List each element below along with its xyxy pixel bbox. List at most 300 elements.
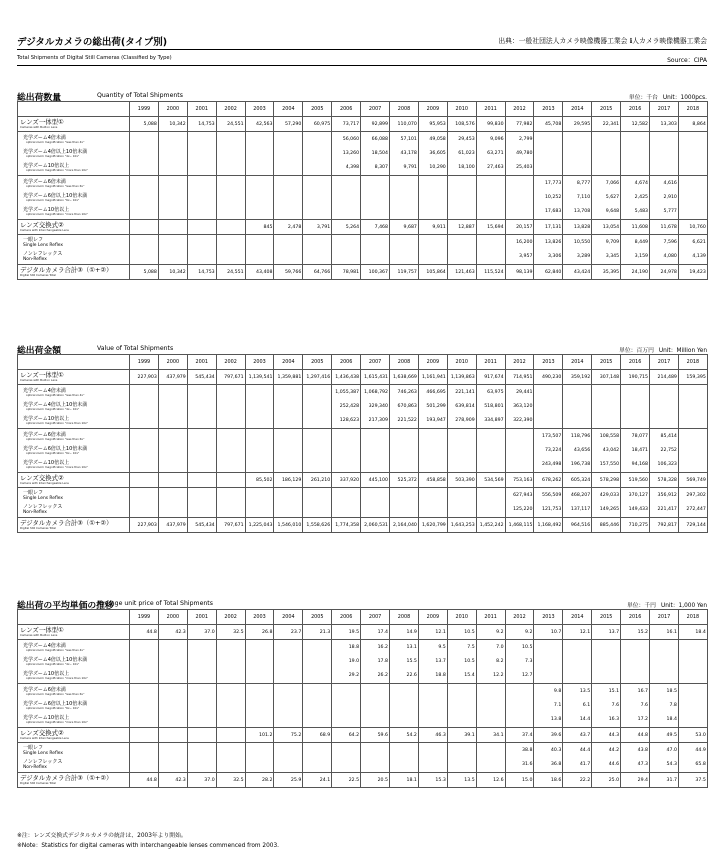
value-cell bbox=[274, 699, 303, 713]
value-cell bbox=[418, 176, 447, 191]
value-cell bbox=[158, 220, 187, 235]
year-header: 2013 bbox=[534, 610, 563, 625]
value-cell bbox=[534, 132, 563, 147]
value-cell: 9.5 bbox=[418, 640, 447, 655]
year-header: 2017 bbox=[650, 102, 679, 117]
row-label bbox=[18, 655, 130, 669]
value-cell: 19.0 bbox=[332, 655, 361, 669]
table-row bbox=[18, 191, 708, 205]
value-cell bbox=[187, 699, 216, 713]
value-cell bbox=[216, 385, 245, 400]
value-cell bbox=[130, 444, 159, 458]
year-header: 2014 bbox=[563, 102, 592, 117]
value-cell: 118,796 bbox=[563, 429, 592, 444]
value-cell: 63,975 bbox=[476, 385, 505, 400]
table-row bbox=[18, 414, 708, 429]
value-cell bbox=[303, 684, 332, 699]
value-cell: 105,864 bbox=[418, 265, 447, 280]
value-cell: 25.9 bbox=[274, 773, 303, 788]
value-cell bbox=[678, 640, 707, 655]
value-cell bbox=[476, 503, 505, 518]
table-row bbox=[18, 458, 708, 473]
value-cell: 18,100 bbox=[447, 161, 476, 176]
value-cell: 18.1 bbox=[390, 773, 419, 788]
row-label bbox=[18, 458, 130, 473]
row-label bbox=[18, 444, 130, 458]
value-cell: 1,638,669 bbox=[390, 370, 419, 385]
value-cell: 13.5 bbox=[447, 773, 476, 788]
value-cell: 7.0 bbox=[476, 640, 505, 655]
value-cell: 15.3 bbox=[418, 773, 447, 788]
value-cell: 190,715 bbox=[621, 370, 650, 385]
value-cell: 797,671 bbox=[216, 518, 245, 533]
value-cell bbox=[187, 458, 216, 473]
row-label bbox=[18, 699, 130, 713]
value-cell bbox=[390, 429, 419, 444]
value-cell bbox=[678, 414, 707, 429]
row-label-en: optical zoom magnification "6x~ 10x" bbox=[26, 197, 80, 202]
value-cell: 23.7 bbox=[274, 625, 303, 640]
value-cell bbox=[361, 429, 390, 444]
value-cell: 61,023 bbox=[447, 147, 476, 161]
value-cell: 13,828 bbox=[563, 220, 592, 235]
value-cell bbox=[534, 640, 563, 655]
value-cell: 18,471 bbox=[621, 444, 650, 458]
value-cell: 60,975 bbox=[303, 117, 332, 132]
value-cell: 41.7 bbox=[563, 758, 592, 773]
corner-cell bbox=[18, 355, 130, 370]
value-cell: 227,903 bbox=[130, 518, 159, 533]
value-cell: 37.0 bbox=[187, 625, 216, 640]
table-header-row bbox=[18, 102, 708, 117]
row-label-en: Cameras with Built-in Lens bbox=[20, 124, 58, 129]
row-label-jp: 光学ズーム6倍以上10倍未満 bbox=[23, 192, 88, 199]
value-cell: 678,262 bbox=[534, 473, 563, 488]
value-cell: 359,192 bbox=[563, 370, 592, 385]
value-cell: 110,070 bbox=[390, 117, 419, 132]
year-header: 1999 bbox=[130, 102, 159, 117]
value-cell bbox=[187, 429, 216, 444]
value-cell bbox=[187, 414, 216, 429]
value-cell: 13.7 bbox=[592, 625, 621, 640]
row-label bbox=[18, 488, 130, 503]
value-cell bbox=[303, 132, 332, 147]
row-label-jp: 光学ズーム4倍以上10倍未満 bbox=[23, 656, 88, 663]
value-cell: 193,947 bbox=[418, 414, 447, 429]
value-cell: 24,190 bbox=[621, 265, 650, 280]
value-cell bbox=[274, 250, 303, 265]
row-label bbox=[18, 758, 130, 773]
value-cell bbox=[245, 713, 274, 728]
value-cell bbox=[303, 414, 332, 429]
value-cell: 13,260 bbox=[332, 147, 361, 161]
value-cell: 78,077 bbox=[621, 429, 650, 444]
value-cell: 29.4 bbox=[621, 773, 650, 788]
row-label-en: optical zoom magnification "more than 10x" bbox=[26, 720, 88, 725]
value-cell: 278,909 bbox=[447, 414, 476, 429]
value-cell bbox=[476, 429, 505, 444]
value-cell: 1,297,416 bbox=[303, 370, 332, 385]
value-cell: 466,695 bbox=[418, 385, 447, 400]
value-cell: 12.2 bbox=[476, 669, 505, 684]
value-cell: 329,340 bbox=[361, 400, 390, 414]
value-cell bbox=[245, 669, 274, 684]
value-cell bbox=[187, 147, 216, 161]
value-cell bbox=[332, 458, 361, 473]
value-cell bbox=[332, 758, 361, 773]
value-cell bbox=[563, 132, 592, 147]
value-cell bbox=[418, 758, 447, 773]
value-cell bbox=[418, 250, 447, 265]
value-cell bbox=[245, 161, 274, 176]
value-cell bbox=[274, 132, 303, 147]
value-cell: 32.5 bbox=[216, 625, 245, 640]
year-header: 2011 bbox=[476, 355, 505, 370]
value-cell bbox=[534, 147, 563, 161]
year-header: 2004 bbox=[274, 102, 303, 117]
value-cell bbox=[187, 191, 216, 205]
value-cell: 503,390 bbox=[447, 473, 476, 488]
value-cell bbox=[130, 147, 159, 161]
row-label-jp: デジタルカメラ合計③（①+②） bbox=[20, 773, 113, 782]
year-header: 2006 bbox=[332, 355, 361, 370]
value-cell bbox=[245, 414, 274, 429]
row-label bbox=[18, 265, 130, 280]
table-row bbox=[18, 265, 708, 280]
value-cell: 39.1 bbox=[447, 728, 476, 743]
row-label-en: optical zoom magnification "less than 6x" bbox=[26, 183, 85, 188]
value-cell: 370,127 bbox=[621, 488, 650, 503]
value-cell: 7,066 bbox=[592, 176, 621, 191]
value-cell bbox=[678, 713, 707, 728]
row-label-en: Camera with Interchangeable Lens bbox=[20, 480, 69, 485]
value-cell: 7.8 bbox=[650, 699, 679, 713]
value-cell bbox=[303, 758, 332, 773]
value-cell bbox=[361, 503, 390, 518]
value-cell: 75.2 bbox=[274, 728, 303, 743]
value-cell: 65.8 bbox=[678, 758, 707, 773]
row-label-en: Non-Reflex bbox=[23, 765, 47, 771]
value-cell: 25,403 bbox=[505, 161, 534, 176]
unit-en: Unit：1000pcs. bbox=[662, 95, 707, 101]
value-cell: 3,957 bbox=[505, 250, 534, 265]
value-cell: 137,117 bbox=[563, 503, 592, 518]
value-cell bbox=[303, 147, 332, 161]
row-label bbox=[18, 518, 130, 533]
value-cell: 5,264 bbox=[332, 220, 361, 235]
year-header: 2009 bbox=[418, 102, 447, 117]
value-cell: 243,498 bbox=[534, 458, 563, 473]
year-header: 2005 bbox=[303, 102, 332, 117]
value-cell bbox=[332, 429, 361, 444]
value-cell bbox=[274, 684, 303, 699]
table-row bbox=[18, 655, 708, 669]
value-cell: 9,648 bbox=[592, 205, 621, 220]
value-cell: 63,271 bbox=[476, 147, 505, 161]
row-label-jp: 一眼レフ bbox=[23, 489, 44, 496]
year-header: 2013 bbox=[534, 102, 563, 117]
table-row bbox=[18, 444, 708, 458]
row-label bbox=[18, 640, 130, 655]
value-cell bbox=[130, 473, 159, 488]
value-cell bbox=[678, 132, 707, 147]
value-cell bbox=[678, 385, 707, 400]
value-cell: 7.1 bbox=[534, 699, 563, 713]
row-label bbox=[18, 191, 130, 205]
year-header: 2005 bbox=[303, 355, 332, 370]
value-cell: 12,887 bbox=[447, 220, 476, 235]
value-cell bbox=[505, 458, 534, 473]
value-cell: 149,433 bbox=[621, 503, 650, 518]
value-cell bbox=[245, 458, 274, 473]
value-cell bbox=[303, 250, 332, 265]
value-cell: 12.7 bbox=[505, 669, 534, 684]
row-label-jp: 光学ズーム10倍以上 bbox=[23, 163, 70, 170]
value-cell bbox=[216, 669, 245, 684]
value-cell: 10.7 bbox=[534, 625, 563, 640]
value-cell bbox=[418, 444, 447, 458]
value-cell: 13.8 bbox=[534, 713, 563, 728]
row-label-en: optical zoom magnification "4x~ 10x" bbox=[26, 661, 80, 666]
value-cell: 121,463 bbox=[447, 265, 476, 280]
value-cell: 8,449 bbox=[621, 235, 650, 250]
value-cell: 1,055,387 bbox=[332, 385, 361, 400]
value-cell: 10.5 bbox=[505, 640, 534, 655]
value-cell bbox=[274, 655, 303, 669]
value-cell: 1,359,881 bbox=[274, 370, 303, 385]
table-row bbox=[18, 147, 708, 161]
year-header: 2009 bbox=[418, 355, 447, 370]
row-label bbox=[18, 773, 130, 788]
value-cell: 43,424 bbox=[563, 265, 592, 280]
unit-jp: 単位：千円 bbox=[626, 603, 656, 609]
value-cell bbox=[390, 713, 419, 728]
value-cell: 5,777 bbox=[650, 205, 679, 220]
value-cell bbox=[216, 503, 245, 518]
year-header: 2013 bbox=[534, 355, 563, 370]
value-cell: 17.2 bbox=[621, 713, 650, 728]
table-row bbox=[18, 625, 708, 640]
value-cell bbox=[245, 176, 274, 191]
value-cell bbox=[563, 640, 592, 655]
table-row bbox=[18, 161, 708, 176]
table-row bbox=[18, 176, 708, 191]
row-label-jp: 光学ズーム4倍未満 bbox=[23, 134, 66, 141]
value-cell: 13,303 bbox=[650, 117, 679, 132]
value-cell bbox=[418, 429, 447, 444]
value-cell bbox=[216, 655, 245, 669]
year-header: 2009 bbox=[418, 610, 447, 625]
value-cell: 44.8 bbox=[621, 728, 650, 743]
value-cell: 322,390 bbox=[505, 414, 534, 429]
value-cell bbox=[332, 191, 361, 205]
value-cell bbox=[447, 488, 476, 503]
value-cell: 16.2 bbox=[361, 640, 390, 655]
value-cell: 710,275 bbox=[621, 518, 650, 533]
row-label-en: optical zoom magnification "more than 10x" bbox=[26, 465, 88, 470]
value-cell bbox=[130, 191, 159, 205]
value-cell bbox=[303, 176, 332, 191]
value-cell: 27,463 bbox=[476, 161, 505, 176]
value-cell bbox=[332, 444, 361, 458]
value-cell bbox=[447, 429, 476, 444]
value-cell: 534,569 bbox=[476, 473, 505, 488]
value-cell bbox=[650, 640, 679, 655]
value-cell: 108,558 bbox=[592, 429, 621, 444]
value-cell bbox=[130, 132, 159, 147]
value-cell: 66,088 bbox=[361, 132, 390, 147]
data-table bbox=[17, 609, 708, 788]
row-label-jp: レンズ交換式② bbox=[20, 473, 64, 482]
row-label bbox=[18, 250, 130, 265]
value-cell: 9,791 bbox=[390, 161, 419, 176]
value-cell bbox=[592, 655, 621, 669]
value-cell bbox=[447, 503, 476, 518]
row-label-en: optical zoom magnification "more than 10x" bbox=[26, 676, 88, 681]
row-label-jp: 光学ズーム10倍以上 bbox=[23, 207, 70, 214]
value-cell bbox=[245, 235, 274, 250]
value-cell: 5,483 bbox=[621, 205, 650, 220]
year-header: 2006 bbox=[332, 102, 361, 117]
value-cell: 578,298 bbox=[592, 473, 621, 488]
value-cell bbox=[130, 400, 159, 414]
value-cell bbox=[130, 743, 159, 758]
row-label-en: Single Lens Reflex bbox=[23, 750, 63, 756]
value-cell: 753,163 bbox=[505, 473, 534, 488]
value-cell bbox=[158, 713, 187, 728]
value-cell bbox=[187, 503, 216, 518]
document-title: デジタルカメラの総出荷(タイプ別) bbox=[17, 37, 168, 48]
value-cell: 19.5 bbox=[332, 625, 361, 640]
value-cell bbox=[505, 176, 534, 191]
value-cell: 1,436,438 bbox=[332, 370, 361, 385]
value-cell bbox=[361, 684, 390, 699]
row-label bbox=[18, 429, 130, 444]
value-cell bbox=[274, 161, 303, 176]
value-cell: 22.6 bbox=[390, 669, 419, 684]
value-cell: 14.9 bbox=[390, 625, 419, 640]
value-cell bbox=[361, 713, 390, 728]
value-cell: 31.6 bbox=[505, 758, 534, 773]
value-cell bbox=[418, 191, 447, 205]
value-cell: 15.2 bbox=[621, 625, 650, 640]
table-row bbox=[18, 699, 708, 713]
value-cell bbox=[418, 743, 447, 758]
table-row bbox=[18, 758, 708, 773]
value-cell bbox=[447, 191, 476, 205]
value-cell: 94,168 bbox=[621, 458, 650, 473]
value-cell bbox=[361, 205, 390, 220]
value-cell: 746,263 bbox=[390, 385, 419, 400]
year-header: 1999 bbox=[130, 610, 159, 625]
value-cell bbox=[447, 176, 476, 191]
value-cell: 14,753 bbox=[187, 117, 216, 132]
value-cell: 7.3 bbox=[505, 655, 534, 669]
year-header: 2017 bbox=[650, 355, 679, 370]
value-cell bbox=[361, 444, 390, 458]
value-cell: 8,864 bbox=[678, 117, 707, 132]
table-row bbox=[18, 473, 708, 488]
value-cell: 7.6 bbox=[621, 699, 650, 713]
row-label-jp: 光学ズーム4倍未満 bbox=[23, 642, 66, 649]
value-cell bbox=[216, 458, 245, 473]
value-cell bbox=[187, 728, 216, 743]
value-cell bbox=[158, 400, 187, 414]
value-cell bbox=[303, 429, 332, 444]
value-cell: 6.1 bbox=[563, 699, 592, 713]
value-cell: 8,777 bbox=[563, 176, 592, 191]
table-row bbox=[18, 400, 708, 414]
value-cell: 37.4 bbox=[505, 728, 534, 743]
value-cell: 714,951 bbox=[505, 370, 534, 385]
value-cell bbox=[216, 161, 245, 176]
value-cell bbox=[216, 414, 245, 429]
row-label-en: Camera with Interchangeable Lens bbox=[20, 735, 69, 740]
year-header: 2011 bbox=[476, 102, 505, 117]
row-label-en: Cameras with Built-in Lens bbox=[20, 632, 58, 637]
value-cell bbox=[332, 176, 361, 191]
value-cell: 18.8 bbox=[418, 669, 447, 684]
value-cell bbox=[216, 429, 245, 444]
value-cell bbox=[158, 503, 187, 518]
value-cell: 29.2 bbox=[332, 669, 361, 684]
value-cell bbox=[216, 132, 245, 147]
value-cell: 29,441 bbox=[505, 385, 534, 400]
value-cell bbox=[187, 235, 216, 250]
value-cell bbox=[505, 205, 534, 220]
value-cell: 1,139,863 bbox=[447, 370, 476, 385]
value-cell: 1,546,010 bbox=[274, 518, 303, 533]
value-cell bbox=[447, 758, 476, 773]
value-cell: 7,110 bbox=[563, 191, 592, 205]
row-label-jp: ノンレフレックス bbox=[23, 759, 63, 766]
value-cell: 44.2 bbox=[592, 743, 621, 758]
value-cell: 525,372 bbox=[390, 473, 419, 488]
value-cell bbox=[274, 669, 303, 684]
document-subtitle: Total Shipments of Digital Still Cameras (Classified by Type) bbox=[17, 55, 172, 61]
value-cell bbox=[245, 640, 274, 655]
value-cell bbox=[447, 458, 476, 473]
value-cell bbox=[592, 414, 621, 429]
value-cell: 29,595 bbox=[563, 117, 592, 132]
value-cell: 15.5 bbox=[390, 655, 419, 669]
value-cell bbox=[274, 429, 303, 444]
value-cell: 18.6 bbox=[534, 773, 563, 788]
value-cell: 24,978 bbox=[650, 265, 679, 280]
value-cell: 12.6 bbox=[476, 773, 505, 788]
value-cell bbox=[650, 655, 679, 669]
value-cell bbox=[447, 250, 476, 265]
value-cell: 44.8 bbox=[130, 625, 159, 640]
value-cell: 43,042 bbox=[592, 444, 621, 458]
row-label-en: optical zoom magnification "less than 6x" bbox=[26, 436, 85, 441]
row-label bbox=[18, 147, 130, 161]
value-cell bbox=[447, 235, 476, 250]
value-cell: 73,224 bbox=[534, 444, 563, 458]
value-cell bbox=[216, 684, 245, 699]
value-cell: 13.7 bbox=[418, 655, 447, 669]
value-cell: 14,753 bbox=[187, 265, 216, 280]
value-cell: 78,981 bbox=[332, 265, 361, 280]
value-cell: 670,863 bbox=[390, 400, 419, 414]
value-cell: 1,620,799 bbox=[418, 518, 447, 533]
value-cell: 85,414 bbox=[650, 429, 679, 444]
value-cell bbox=[130, 429, 159, 444]
value-cell bbox=[563, 385, 592, 400]
table-row bbox=[18, 235, 708, 250]
value-cell bbox=[390, 176, 419, 191]
value-cell bbox=[216, 400, 245, 414]
